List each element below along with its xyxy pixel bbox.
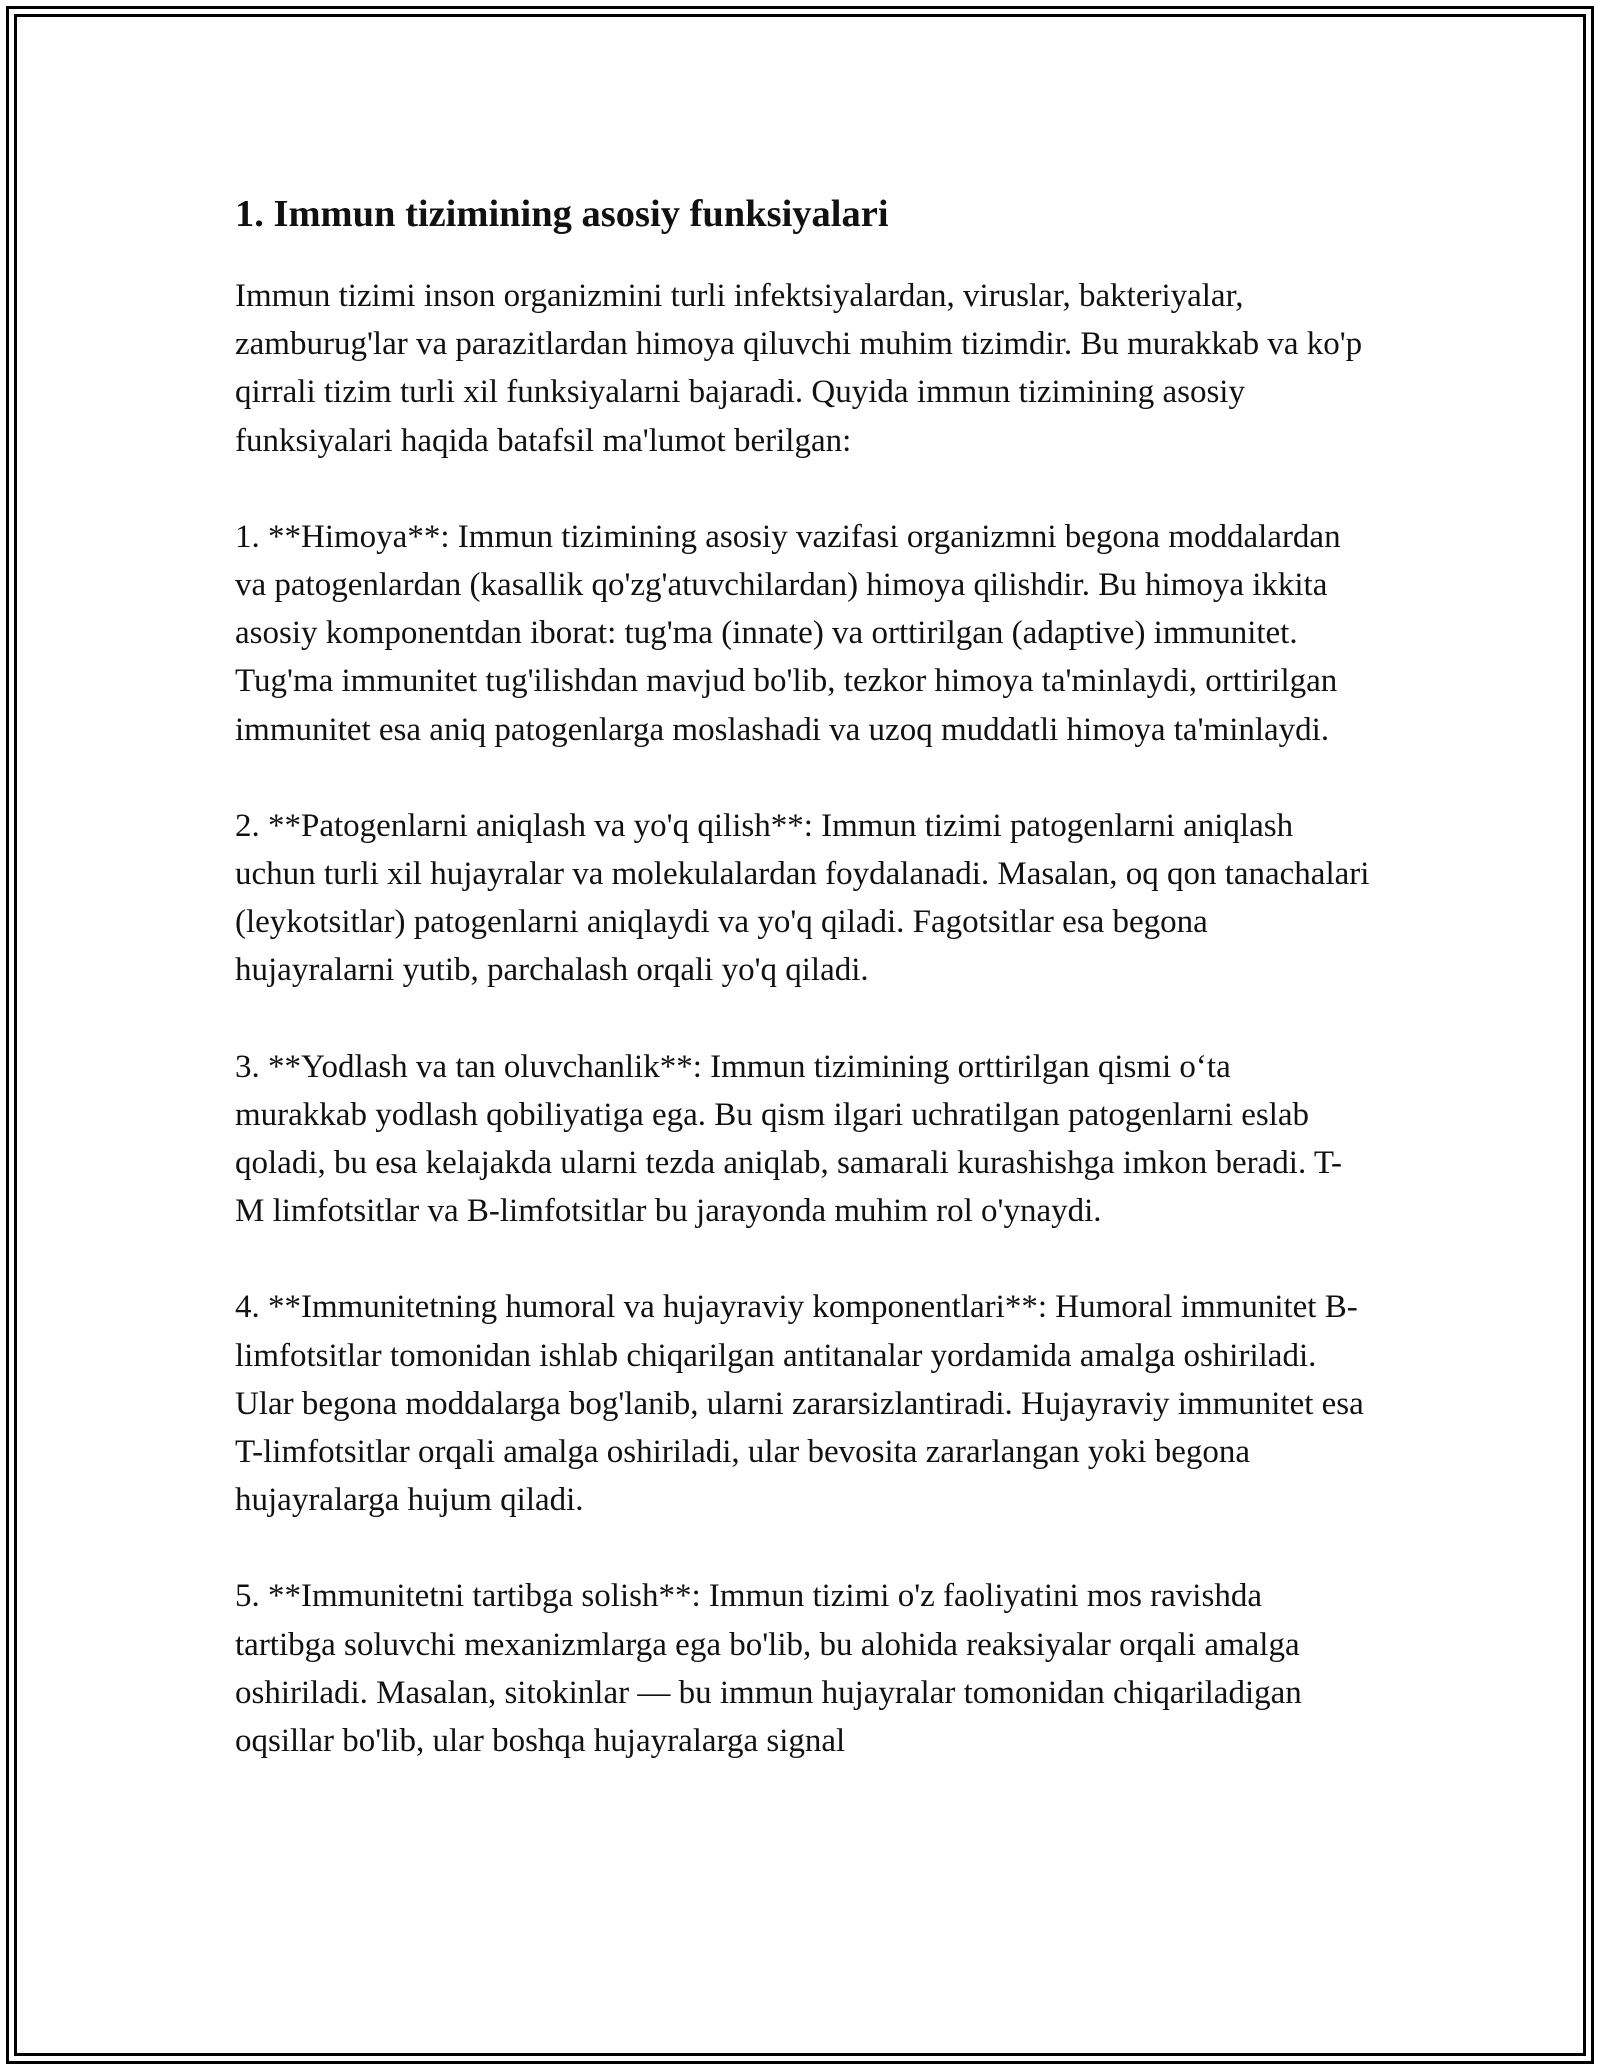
section-heading: 1. Immun tizimining asosiy funksiyalari [235,193,889,235]
intro-paragraph: Immun tizimi inson organizmini turli infektsiyalardan, viruslar, bakteriyalar, zamburug'lar va parazitlardan himoya qiluvchi muhim tizimdir. Bu murakkab va ko'p qirrali tizim turli xil funksiyalarni bajaradi. Quyida immun tizimining asosiy funksiyalari haqida batafsil ma'lumot berilgan: [235,278,1363,459]
paragraph-patogenlarni-aniqlash: 2. **Patogenlarni aniqlash va yo'q qilish**: Immun tizimi patogenlarni aniqlash uchun turli xil hujayralar va molekulalardan foydalanadi. Masalan, oq qon tanachalari (leykotsitlar) patogenlarni aniqlaydi va yo'q qiladi. Fagotsitlar esa begona hujayralarni yutib, parchalash orqali yo'q qiladi. [235,807,1370,989]
paragraph-humoral-hujayraviy: 4. **Immunitetning humoral va hujayraviy komponentlari**: Humoral immunitet B-limfotsitlar tomonidan ishlab chiqarilgan antitanalar yordamida amalga oshiriladi. Ular begona moddalarga bog'lanib, ularni zararsizlantiradi. Hujayraviy immunitet esa T-limfotsitlar orqali amalga oshiriladi, ular bevosita zararlangan yoki begona hujayralarga hujum qiladi. [235,1289,1364,1519]
document-body [235,188,1370,1813]
paragraph-yodlash: 3. **Yodlash va tan oluvchanlik**: Immun tizimining orttirilgan qismi o‘ta murakkab yodlash qobiliyatiga ega. Bu qism ilgari uchratilgan patogenlarni eslab qoladi, bu esa kelajakda ularni tezda aniqlab, samarali kurashishga imkon beradi. T-M limfotsitlar va B-limfotsitlar bu jarayonda muhim rol o'ynaydi. [235,1048,1342,1230]
paragraph-himoya: 1. **Himoya**: Immun tizimining asosiy vazifasi organizmni begona moddalardan va patogenlardan (kasallik qo'zg'atuvchilardan) himoya qilishdir. Bu himoya ikkita asosiy komponentdan iborat: tug'ma (innate) va orttirilgan (adaptive) immunitet. Tug'ma immunitet tug'ilishdan mavjud bo'lib, tezkor himoya ta'minlaydi, orttirilgan immunitet esa aniq patogenlarga moslashadi va uzoq muddatli himoya ta'minlaydi. [235,518,1341,748]
paragraph-tartibga-solish: 5. **Immunitetni tartibga solish**: Immun tizimi o'z faoliyatini mos ravishda tartibga soluvchi mexanizmlarga ega bo'lib, bu alohida reaksiyalar orqali amalga oshiriladi. Masalan, sitokinlar — bu immun hujayralar tomonidan chiqariladigan oqsillar bo'lib, ular boshqa hujayralarga signal [235,1578,1302,1760]
